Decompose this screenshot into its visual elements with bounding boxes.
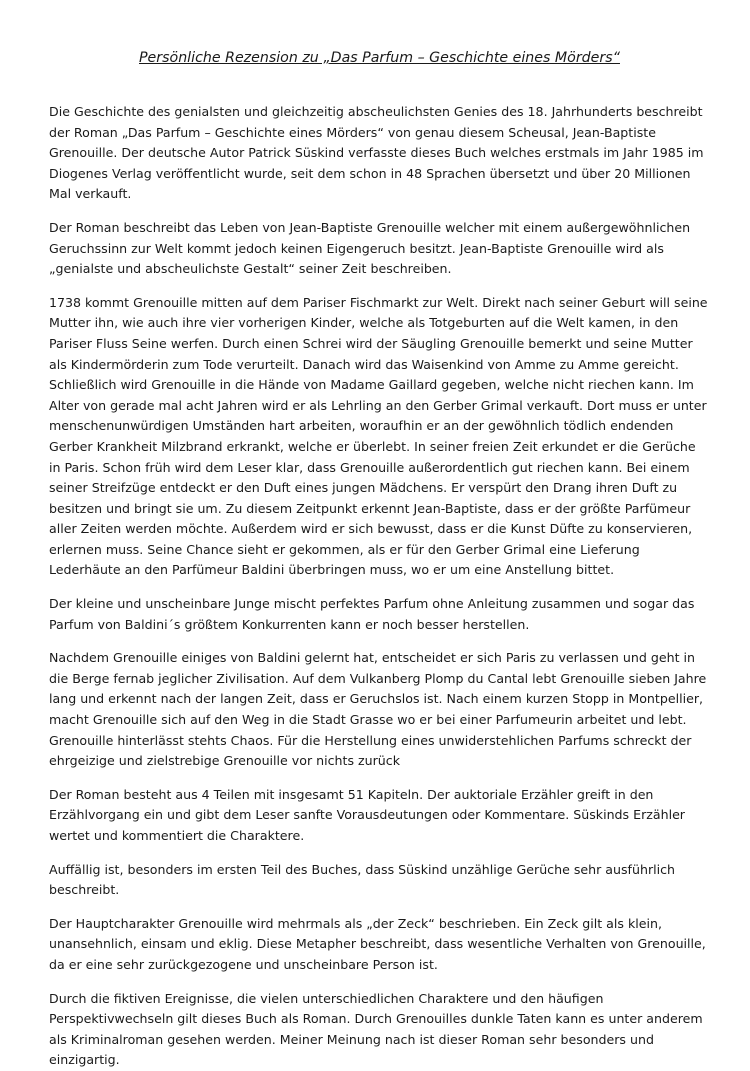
paragraph-smells: Auffällig ist, besonders im ersten Teil des Buches, dass Süskind unzählige Gerüche sehr ausführlich beschreibt. [49,861,676,898]
paragraph-metaphor: Der Hauptcharakter Grenouille wird mehrmals als „der Zeck“ beschrieben. Ein Zeck gilt als klein, unansehnlich, einsam und eklig. Diese Metapher beschreibt, dass wesentliche Verhalten von Grenouille, da er eine sehr zurückgezogene und unscheinbare Person ist. [49,915,706,972]
paragraph-plot-baldini: Der kleine und unscheinbare Junge mischt perfektes Parfum ohne Anleitung zusammen und sogar das Parfum von Baldini´s größtem Konkurrenten kann er noch besser herstellen. [49,596,695,632]
paragraph-plot-grasse: Nachdem Grenouille einiges von Baldini gelernt hat, entscheidet er sich Paris zu verlassen und geht in die Berge fernab jeglicher Zivilisation. Auf dem Vulkanberg Plomp du Cantal lebt Grenouille sieben Jahre lang und erkennt nach der langen Zeit, dass er Geruchslos ist. Nach einem kurzen Stopp in Montpellier, macht Grenouille sich auf den Weg in die Stadt Grasse wo er bei einer Parfumeurin arbeitet und lebt. Grenouille hinterlässt stehts Chaos. Für die Herstellung eines unwiderstehlichen Parfums schreckt der ehrgeizige und zielstrebige Grenouille vor nichts zurück [49,650,707,769]
paragraph-summary: Der Roman beschreibt das Leben von Jean-Baptiste Grenouille welcher mit einem außergewöhnlichen Geruchssinn zur Welt kommt jedoch keinen Eigengeruch besitzt. Jean-Baptiste Grenouille wird als „genialste und abscheulichste Gestalt“ seiner Zeit beschreiben. [49,219,691,277]
paragraph-structure: Der Roman besteht aus 4 Teilen mit insgesamt 51 Kapiteln. Der auktoriale Erzähler greift in den Erzählvorgang ein und gibt dem Leser sanfte Vorausdeutungen oder Kommentare. Süskinds Erzähler wertet und kommentiert die Charaktere. [49,786,685,843]
paragraph-conclusion: Durch die fiktiven Ereignisse, die vielen unterschiedlichen Charaktere und den häufigen Perspektivwechseln gilt dieses Buch als Roman. Durch Grenouilles dunkle Taten kann es unter anderem als Kriminalroman gesehen werden. Meiner Meinung nach ist dieser Roman sehr besonders und einzigartig. [49,990,703,1068]
document-title: Persönliche Rezension zu „Das Parfum – Geschichte eines Mörders“ [139,50,620,66]
paragraph-plot-childhood: 1738 kommt Grenouille mitten auf dem Pariser Fischmarkt zur Welt. Direkt nach seiner Geburt will seine Mutter ihn, wie auch ihre vier vorherigen Kinder, welche als Totgeburten auf die Welt kamen, in den Pariser Fluss Seine werfen. Durch einen Schrei wird der Säugling Grenouille bemerkt und seine Mutter als Kindermörderin zum Tode verurteilt. Danach wird das Waisenkind von Amme zu Amme gereicht. Schließlich wird Grenouille in die Hände von Madame Gaillard gegeben, welche nicht riechen kann. Im Alter von gerade mal acht Jahren wird er als Lehrling an den Gerber Grimal verkauft. Dort muss er unter menschenunwürdigen Umständen hart arbeiten, woraufhin er an der gewöhnlich tödlich endenden Gerber Krankheit Milzbrand erkrankt, welche er überlebt. In seiner freien Zeit erkundet er die Gerüche in Paris. Schon früh wird dem Leser klar, dass Grenouille außerordentlich gut riechen kann. Bei einem seiner Streifzüge entdeckt er den Duft eines jungen Mädchens. Er verspürt den Drang ihren Duft zu besitzen und bringt sie um. Zu diesem Zeitpunkt erkennt Jean-Baptiste, dass er der größte Parfümeur aller Zeiten werden möchte. Außerdem wird er sich bewusst, dass er die Kunst Düfte zu konservieren, erlernen muss. Seine Chance sieht er gekommen, als er für den Gerber Grimal eine Lieferung Lederhäute an den Parfümeur Baldini überbringen muss, wo er um eine Anstellung bittet. [49,294,708,578]
paragraph-introduction: Die Geschichte des genialsten und gleichzeitig abscheulichsten Genies des 18. Jahrhunderts beschreibt der Roman „Das Parfum – Geschichte eines Mörders“ von genau diesem Scheusal, Jean-Baptiste Grenouille. Der deutsche Autor Patrick Süskind verfasste dieses Buch welches erstmals im Jahr 1985 im Diogenes Verlag veröffentlicht wurde, seit dem schon in 48 Sprachen übersetzt und über 20 Millionen Mal verkauft. [49,104,704,202]
